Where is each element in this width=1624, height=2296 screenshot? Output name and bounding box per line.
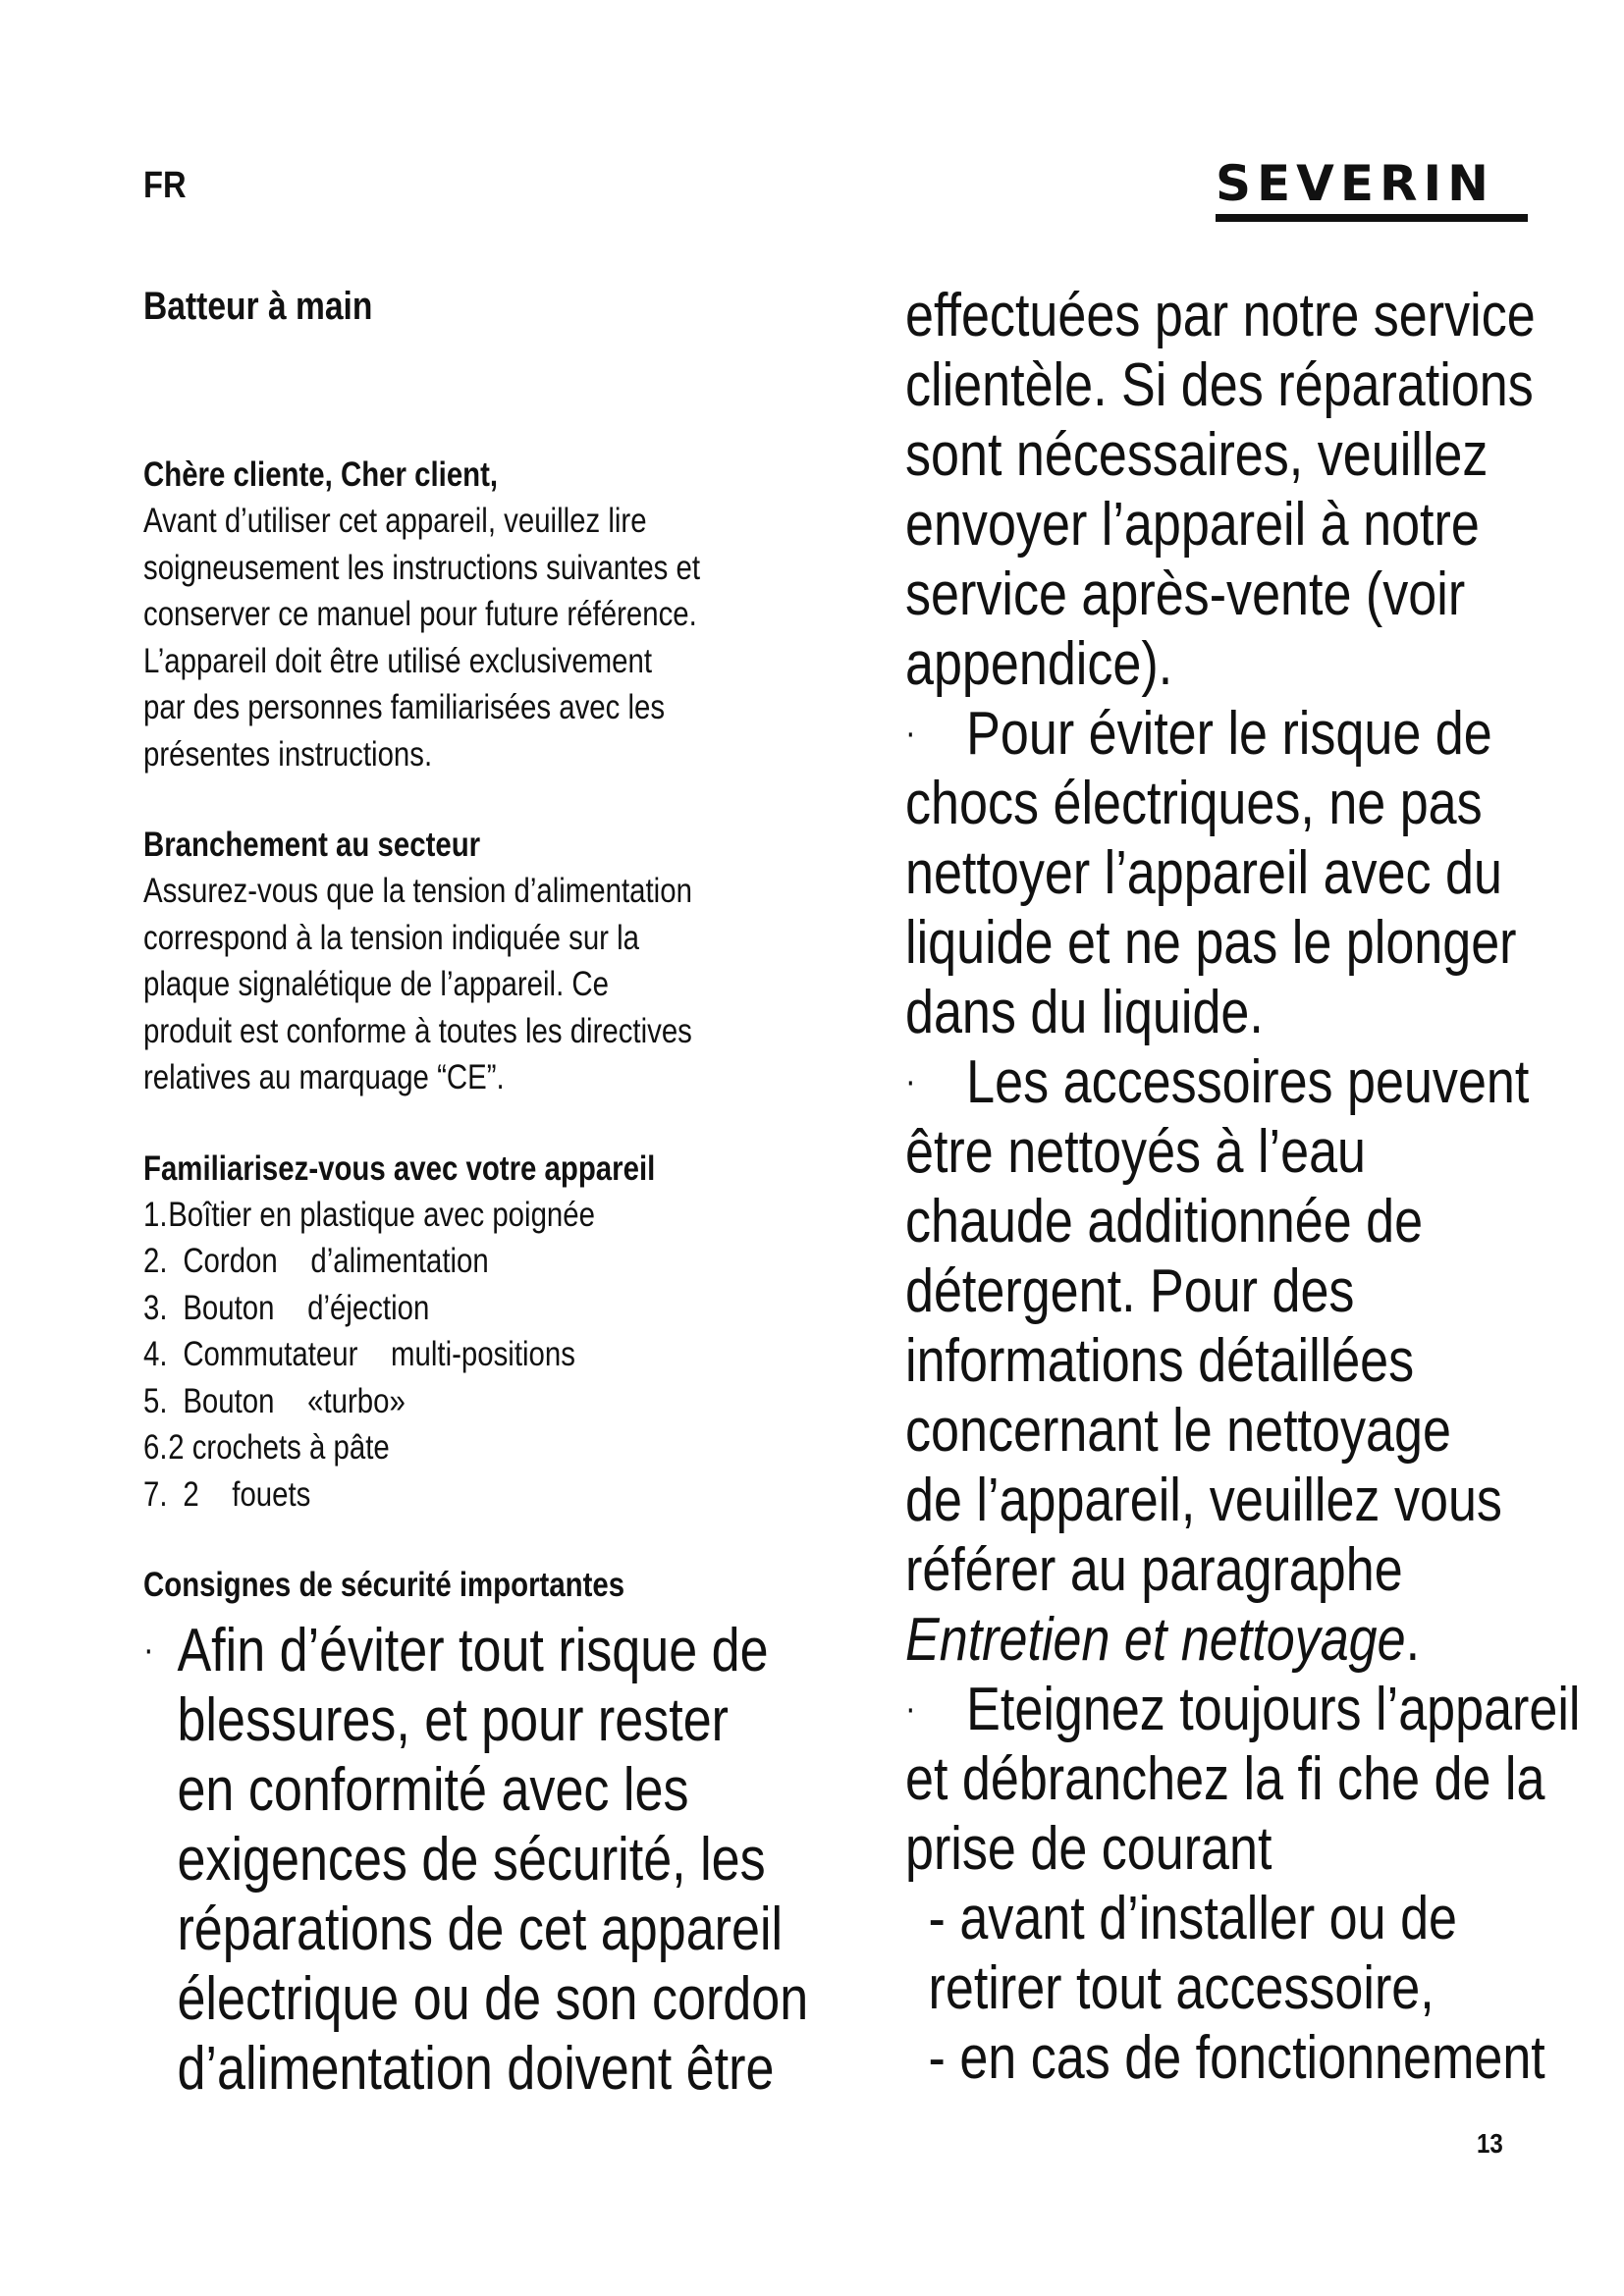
text-line: Avant d’utiliser cet appareil, veuillez lire (143, 502, 647, 540)
safety-line: blessures, et pour rester (177, 1686, 730, 1754)
greeting-heading: Chère cliente, Cher client, (143, 455, 499, 494)
mains-heading: Branchement au secteur (143, 826, 481, 864)
list-item (143, 1471, 721, 1519)
text-line: par des personnes familiarisées avec les (143, 688, 666, 726)
bullet-icon: · (143, 1629, 154, 1671)
text-line: sont nécessaires, veuillez (905, 421, 1489, 489)
item-text: Commutateur (183, 1335, 358, 1373)
language-code: FR (143, 165, 187, 206)
text-line: - avant d’installer ou de (928, 1885, 1457, 1952)
bullet-icon: · (905, 1688, 916, 1730)
item-text: Bouton (183, 1381, 275, 1420)
page-number: 13 (1477, 2128, 1503, 2159)
text-line: de l’appareil, veuillez vous (905, 1467, 1502, 1534)
text-line: chocs électriques, ne pas (905, 770, 1483, 837)
text-line: nettoyer l’appareil avec du (905, 839, 1502, 907)
text-line: Assurez-vous que la tension d’alimentation (143, 872, 692, 910)
item-number: 6. (143, 1428, 168, 1467)
shock-bullet (905, 699, 1517, 1047)
text-line: référer au paragraphe (905, 1536, 1403, 1604)
mains-section (143, 822, 721, 1101)
text-line: informations détaillées (905, 1327, 1415, 1395)
text-line: · Eteignez toujours l’appareil (905, 1676, 1581, 1743)
right-column (905, 281, 1612, 2093)
brand-name: SEVERIN (1216, 155, 1494, 212)
bullet-icon: · (905, 1061, 916, 1102)
text-line: dans du liquide. (905, 979, 1264, 1046)
section-reference: Entretien et nettoyage (905, 1606, 1406, 1674)
greeting-section (143, 452, 721, 777)
item-text: 2 (183, 1474, 199, 1514)
item-text: Cordon (183, 1242, 278, 1280)
item-number: 5. (143, 1381, 168, 1420)
item-text: 2 crochets à pâte (168, 1428, 390, 1467)
text-line: produit est conforme à toutes les directives (143, 1011, 692, 1050)
text-line: appendice). (905, 630, 1173, 698)
text-line: effectuées par notre service (905, 282, 1536, 349)
item-text-2: multi-positions (391, 1335, 575, 1373)
text-line: Entretien et nettoyage. (905, 1606, 1421, 1674)
text-line: clientèle. Si des réparations (905, 351, 1534, 419)
item-number: 2. (143, 1242, 168, 1280)
item-text-2: d’alimentation (310, 1242, 489, 1280)
item-text: Boîtier en plastique avec poignée (168, 1195, 595, 1234)
text-line: · Les accessoires peuvent (905, 1048, 1530, 1116)
item-text-2: «turbo» (307, 1381, 406, 1420)
list-item (143, 1285, 721, 1332)
safety-line: exigences de sécurité, les (177, 1826, 766, 1894)
item-number: 4. (143, 1335, 168, 1373)
parts-heading: Familiarisez-vous avec votre appareil (143, 1148, 656, 1188)
safety-line: réparations de cet appareil (177, 1896, 784, 1963)
text-line: prise de courant (905, 1815, 1272, 1883)
repair-continuation (905, 281, 1536, 699)
text-line: être nettoyés à l’eau (905, 1118, 1367, 1186)
safety-line: en conformité avec les (177, 1756, 689, 1824)
text-line: chaude additionnée de (905, 1188, 1424, 1255)
text-line: L’appareil doit être utilisé exclusivement (143, 641, 653, 680)
text-line: retirer tout accessoire, (928, 1954, 1435, 2022)
safety-line: d’alimentation doivent être (177, 2035, 775, 2103)
text-line: envoyer l’appareil à notre (905, 491, 1480, 559)
page-title: Batteur à main (143, 285, 373, 328)
text-line: présentes instructions. (143, 734, 433, 774)
item-number: 7. (143, 1474, 168, 1514)
switch-off-bullet (905, 1675, 1581, 2093)
item-text-2: d’éjection (307, 1288, 430, 1327)
text-line: liquide et ne pas le plonger (905, 909, 1517, 977)
text-line: conserver ce manuel pour future référence. (143, 595, 697, 633)
text-line: détergent. Pour des (905, 1257, 1355, 1325)
item-text-2: fouets (232, 1474, 311, 1514)
left-column (143, 283, 831, 2104)
safety-line: · Afin d’éviter tout risque de (143, 1617, 769, 1684)
item-number: 3. (143, 1288, 168, 1327)
item-text: Bouton (183, 1288, 275, 1327)
text-line: soigneusement les instructions suivantes et (143, 548, 701, 587)
text-line: plaque signalétique de l’appareil. Ce (143, 965, 610, 1003)
list-item (143, 1331, 721, 1378)
text-line: relatives au marquage “CE”. (143, 1058, 505, 1096)
safety-heading: Consignes de sécurité importantes (143, 1566, 625, 1604)
item-number: 1. (143, 1195, 168, 1234)
safety-line: électrique ou de son cordon (177, 1965, 809, 2033)
list-item (143, 1424, 721, 1471)
list-item (143, 1192, 721, 1239)
bullet-icon: · (905, 713, 916, 754)
accessories-bullet (905, 1047, 1530, 1675)
text-line: · Pour éviter le risque de (905, 700, 1492, 768)
text-line: concernant le nettoyage (905, 1397, 1451, 1465)
brand-logo (1216, 157, 1528, 222)
text-line: et débranchez la fi che de la (905, 1745, 1545, 1813)
text-line: service après-vente (voir (905, 561, 1466, 628)
parts-section (143, 1146, 721, 1519)
text-line: correspond à la tension indiquée sur la (143, 918, 640, 957)
list-item (143, 1378, 721, 1425)
safety-bullet-block (143, 1616, 809, 2104)
text-line: - en cas de fonctionnement (928, 2024, 1545, 2092)
list-item (143, 1238, 721, 1285)
